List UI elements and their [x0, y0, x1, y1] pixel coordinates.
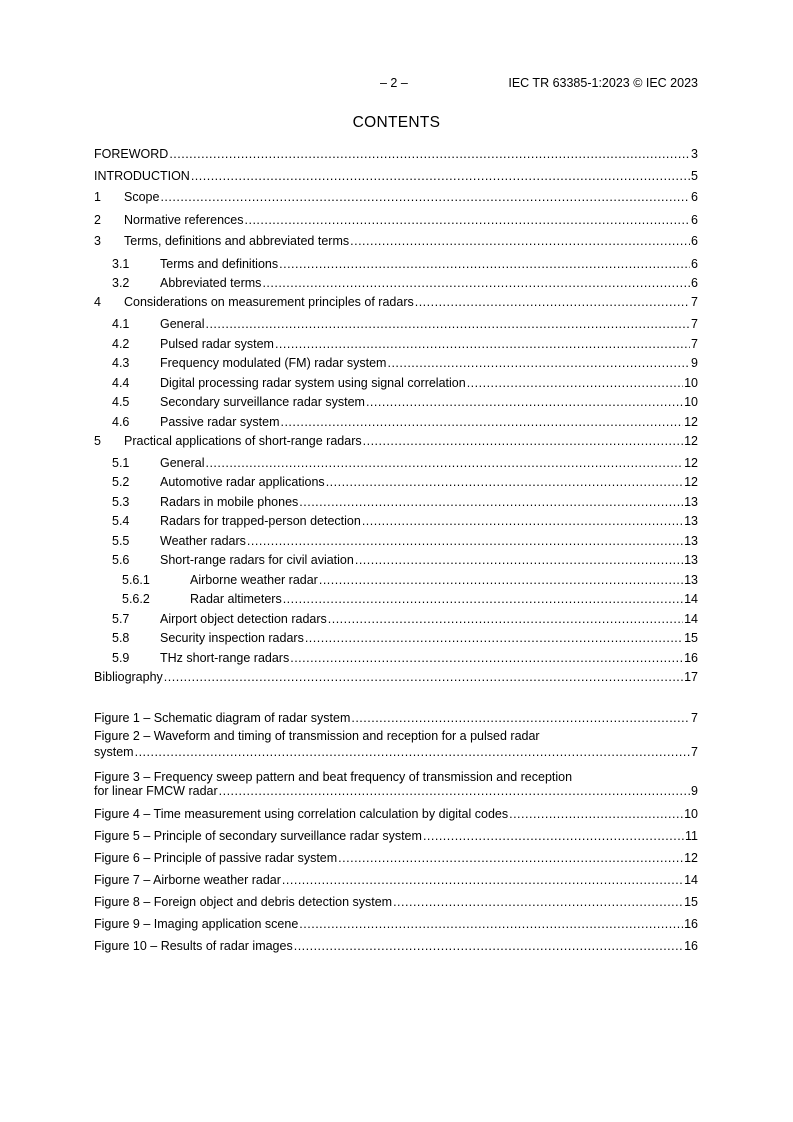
toc-entry-5[interactable] [94, 434, 698, 448]
toc-entry-number: 5.4 [112, 514, 130, 528]
toc-entry-title: Passive radar system [160, 415, 280, 429]
toc-leader-dots [275, 337, 690, 351]
toc-entry-5-6-1[interactable] [94, 573, 698, 587]
figure-entry-4[interactable] [94, 807, 698, 821]
toc-entry-4-5[interactable] [94, 395, 698, 409]
toc-leader-dots [338, 851, 683, 865]
figure-entry-title: Figure 2 – Waveform and timing of transmission and reception for a pulsed radar [94, 729, 540, 743]
figure-entry-title: Figure 3 – Frequency sweep pattern and beat frequency of transmission and reception [94, 770, 573, 784]
toc-entry-4[interactable] [94, 295, 698, 309]
toc-entry-5-6[interactable] [94, 553, 698, 567]
toc-entry-page: 6 [691, 257, 698, 271]
toc-leader-dots [305, 631, 683, 645]
toc-entry-number: 5.7 [112, 612, 130, 626]
toc-entry-number: 5.5 [112, 534, 130, 548]
toc-entry-title: FOREWORD [94, 147, 169, 161]
figure-entry-page: 16 [684, 939, 698, 953]
toc-entry-title: Short-range radars for civil aviation [160, 553, 354, 567]
toc-entry-number: 3.2 [112, 276, 130, 290]
figure-entry-title: Figure 8 – Foreign object and debris detection system [94, 895, 393, 909]
page-header [0, 76, 793, 92]
document-reference: IEC TR 63385-1:2023 © IEC 2023 [508, 76, 698, 90]
toc-entry-title: General [160, 456, 205, 470]
toc-leader-dots [393, 895, 683, 909]
toc-entry-number: 5.6 [112, 553, 130, 567]
toc-entry-5-6-2[interactable] [94, 592, 698, 606]
toc-leader-dots [467, 376, 683, 390]
toc-entry-3-2[interactable] [94, 276, 698, 290]
toc-leader-dots [351, 711, 690, 725]
figure-entry-title-continued: for linear FMCW radar [94, 784, 218, 798]
toc-entry-page: 6 [691, 213, 698, 227]
figure-entry-5[interactable] [94, 829, 698, 843]
toc-entry-introduction[interactable] [94, 169, 698, 183]
toc-leader-dots [415, 295, 690, 309]
figure-entry-1[interactable] [94, 711, 698, 725]
toc-entry-4-1[interactable] [94, 317, 698, 331]
toc-entry-page: 15 [684, 631, 698, 645]
toc-entry-4-3[interactable] [94, 356, 698, 370]
toc-leader-dots [299, 917, 683, 931]
toc-entry-page: 13 [684, 495, 698, 509]
toc-entry-2[interactable] [94, 213, 698, 227]
toc-entry-number: 3 [94, 234, 101, 248]
figure-entry-title: Figure 7 – Airborne weather radar [94, 873, 281, 887]
toc-entry-page: 12 [684, 456, 698, 470]
figure-entry-8[interactable] [94, 895, 698, 909]
toc-entry-4-6[interactable] [94, 415, 698, 429]
toc-entry-title: Airport object detection radars [160, 612, 327, 626]
figure-entry-page: 10 [684, 807, 698, 821]
toc-leader-dots [366, 395, 683, 409]
figure-entry-6[interactable] [94, 851, 698, 865]
toc-entry-page: 16 [684, 651, 698, 665]
toc-leader-dots [169, 147, 690, 161]
toc-entry-3-1[interactable] [94, 257, 698, 271]
toc-leader-dots [423, 829, 684, 843]
toc-entry-5-5[interactable] [94, 534, 698, 548]
toc-entry-title: Weather radars [160, 534, 246, 548]
toc-entry-title: Secondary surveillance radar system [160, 395, 365, 409]
toc-entry-page: 13 [684, 553, 698, 567]
toc-entry-title: Scope [124, 190, 160, 204]
toc-leader-dots [205, 456, 683, 470]
toc-entry-page: 5 [691, 169, 698, 183]
toc-entry-title: Security inspection radars [160, 631, 304, 645]
figure-entry-2[interactable] [94, 729, 698, 759]
toc-entry-5-3[interactable] [94, 495, 698, 509]
toc-entry-page: 7 [691, 337, 698, 351]
toc-entry-number: 4.5 [112, 395, 130, 409]
toc-entry-number: 5.3 [112, 495, 130, 509]
figure-entry-title-continued: system [94, 745, 134, 759]
toc-leader-dots [299, 495, 683, 509]
toc-entry-title: Airborne weather radar [190, 573, 318, 587]
figure-entry-page: 7 [691, 711, 698, 725]
toc-entry-page: 10 [684, 395, 698, 409]
figure-entry-title: Figure 10 – Results of radar images [94, 939, 293, 953]
toc-entry-5-2[interactable] [94, 475, 698, 489]
figure-entry-page: 11 [685, 829, 698, 843]
toc-entry-number: 3.1 [112, 257, 130, 271]
toc-entry-title: Pulsed radar system [160, 337, 274, 351]
toc-entry-title: Practical applications of short-range radars [124, 434, 362, 448]
toc-leader-dots [247, 534, 683, 548]
figure-entry-3[interactable] [94, 770, 698, 798]
toc-entry-page: 12 [684, 475, 698, 489]
toc-entry-title: THz short-range radars [160, 651, 290, 665]
toc-entry-page: 6 [691, 276, 698, 290]
toc-entry-5-9[interactable] [94, 651, 698, 665]
toc-entry-title: Radars for trapped-person detection [160, 514, 361, 528]
toc-entry-title: Bibliography [94, 670, 163, 684]
toc-entry-5-4[interactable] [94, 514, 698, 528]
toc-entry-title: Normative references [124, 213, 244, 227]
toc-entry-page: 12 [684, 434, 698, 448]
toc-entry-number: 2 [94, 213, 101, 227]
toc-entry-number: 5.1 [112, 456, 130, 470]
toc-entry-number: 5.2 [112, 475, 130, 489]
toc-leader-dots [205, 317, 690, 331]
toc-entry-number: 5.8 [112, 631, 130, 645]
toc-entry-number: 1 [94, 190, 101, 204]
toc-entry-title: Automotive radar applications [160, 475, 325, 489]
toc-entry-number: 5.6.2 [122, 592, 150, 606]
figure-entry-title: Figure 4 – Time measurement using correlation calculation by digital codes [94, 807, 509, 821]
toc-leader-dots [219, 784, 690, 798]
toc-entry-5-1[interactable] [94, 456, 698, 470]
toc-leader-dots [363, 434, 683, 448]
figure-entry-7[interactable] [94, 873, 698, 887]
toc-entry-page: 12 [684, 415, 698, 429]
page-number: – 2 – [380, 76, 408, 90]
toc-entry-number: 4.3 [112, 356, 130, 370]
toc-entry-number: 4.4 [112, 376, 130, 390]
toc-entry-title: Considerations on measurement principles of radars [124, 295, 414, 309]
toc-entry-number: 4.2 [112, 337, 130, 351]
figure-entry-page: 7 [691, 745, 698, 759]
toc-entry-3[interactable] [94, 234, 698, 248]
toc-entry-page: 14 [684, 612, 698, 626]
figure-entry-title: Figure 1 – Schematic diagram of radar system [94, 711, 351, 725]
toc-entry-page: 17 [684, 670, 698, 684]
toc-leader-dots [387, 356, 690, 370]
figure-entry-9[interactable] [94, 917, 698, 931]
figure-entry-page: 12 [684, 851, 698, 865]
figure-entry-continuation [94, 745, 698, 759]
toc-entry-number: 4.6 [112, 415, 130, 429]
toc-entry-page: 13 [684, 534, 698, 548]
toc-entry-number: 5.9 [112, 651, 130, 665]
toc-leader-dots [164, 670, 683, 684]
toc-entry-1[interactable] [94, 190, 698, 204]
toc-leader-dots [294, 939, 683, 953]
figure-entry-title: Figure 6 – Principle of passive radar system [94, 851, 338, 865]
toc-leader-dots [279, 257, 690, 271]
toc-entry-number: 5.6.1 [122, 573, 150, 587]
toc-entry-number: 5 [94, 434, 101, 448]
toc-entry-bibliography[interactable] [94, 670, 698, 684]
toc-entry-title: Terms and definitions [160, 257, 279, 271]
figure-entry-title: Figure 9 – Imaging application scene [94, 917, 299, 931]
toc-leader-dots [362, 514, 683, 528]
toc-leader-dots [280, 415, 683, 429]
toc-entry-page: 3 [691, 147, 698, 161]
figure-entry-page: 16 [684, 917, 698, 931]
toc-entry-page: 7 [691, 295, 698, 309]
toc-entry-page: 14 [684, 592, 698, 606]
toc-leader-dots [350, 234, 690, 248]
toc-entry-number: 4 [94, 295, 101, 309]
toc-entry-page: 6 [691, 190, 698, 204]
toc-leader-dots [290, 651, 683, 665]
toc-entry-title: Radar altimeters [190, 592, 282, 606]
toc-entry-5-7[interactable] [94, 612, 698, 626]
toc-entry-number: 4.1 [112, 317, 130, 331]
figure-entry-page: 14 [684, 873, 698, 887]
toc-entry-foreword[interactable] [94, 147, 698, 161]
toc-entry-title: Frequency modulated (FM) radar system [160, 356, 387, 370]
toc-entry-title: Terms, definitions and abbreviated terms [124, 234, 350, 248]
toc-entry-page: 13 [684, 573, 698, 587]
toc-entry-title: INTRODUCTION [94, 169, 190, 183]
toc-entry-page: 7 [691, 317, 698, 331]
toc-leader-dots [245, 213, 691, 227]
toc-leader-dots [283, 592, 683, 606]
toc-entry-page: 6 [691, 234, 698, 248]
toc-leader-dots [328, 612, 683, 626]
figure-entry-page: 9 [691, 784, 698, 798]
toc-leader-dots [262, 276, 690, 290]
toc-entry-title: Digital processing radar system using signal correlation [160, 376, 466, 390]
figure-entry-title: Figure 5 – Principle of secondary surveillance radar system [94, 829, 422, 843]
toc-entry-title: Radars in mobile phones [160, 495, 299, 509]
toc-entry-title: General [160, 317, 205, 331]
toc-entry-title: Abbreviated terms [160, 276, 262, 290]
contents-title: CONTENTS [352, 114, 441, 131]
toc-leader-dots [355, 553, 683, 567]
figure-entry-10[interactable] [94, 939, 698, 953]
toc-leader-dots [509, 807, 683, 821]
toc-entry-4-2[interactable] [94, 337, 698, 351]
toc-entry-page: 13 [684, 514, 698, 528]
figure-entry-page: 15 [684, 895, 698, 909]
toc-entry-5-8[interactable] [94, 631, 698, 645]
toc-leader-dots [319, 573, 683, 587]
figure-entry-continuation [94, 784, 698, 798]
toc-entry-4-4[interactable] [94, 376, 698, 390]
toc-entry-page: 10 [684, 376, 698, 390]
toc-leader-dots [326, 475, 683, 489]
toc-leader-dots [135, 745, 690, 759]
toc-leader-dots [282, 873, 683, 887]
toc-leader-dots [191, 169, 690, 183]
toc-leader-dots [160, 190, 690, 204]
toc-entry-page: 9 [691, 356, 698, 370]
